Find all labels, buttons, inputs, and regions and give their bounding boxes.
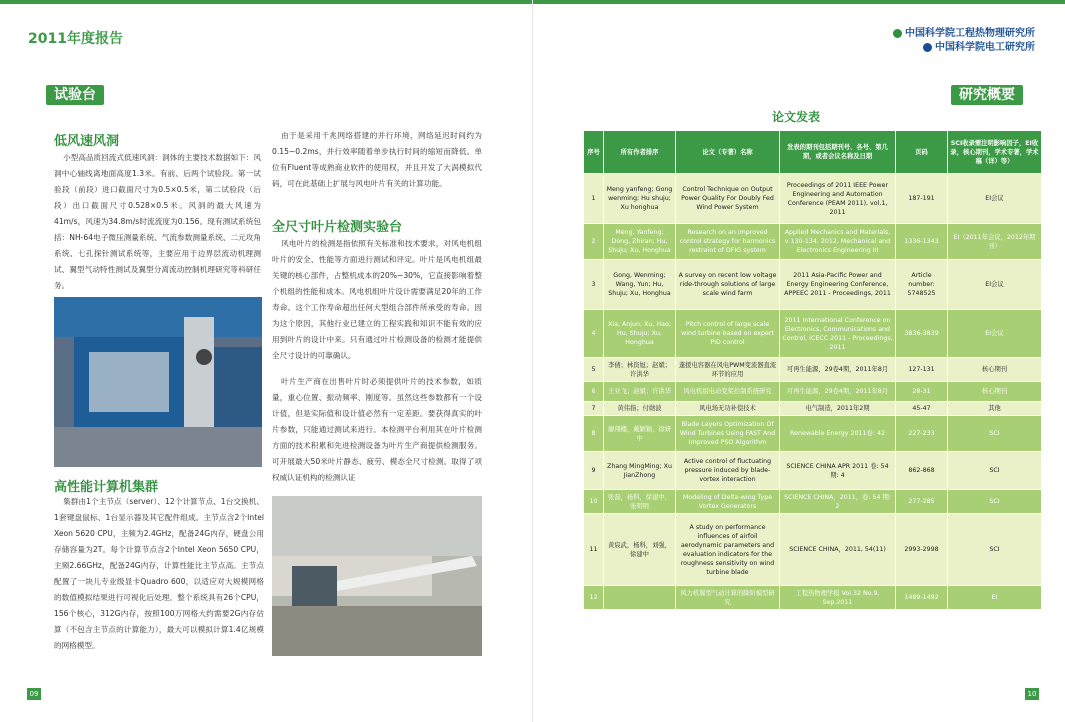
cell-index: 2 [584,224,604,260]
cell-pages: Article number: 5748525 [896,260,948,310]
cell-pages: 28-31 [896,382,948,402]
cell-pages: 45-47 [896,402,948,416]
cell-index-type: EI会议 [948,174,1042,224]
cell-index-type: 核心期刊 [948,358,1042,382]
para-blade-test-2: 叶片生产商在出售叶片时必须提供叶片的技术参数，如质量，重心位置、振动频率、刚度等。虽然这些参数都有一个设计值，但是实际值和设计值必然有一定差距。要获得真实的叶片参数，只能通过测试来进行。本检测平台利用其在叶片检测方面的技术积累和先进检测设备为叶片生产商提供检测服务。可开展最大50米叶片静态、疲劳、模态全尺寸检测。取得了项权威认证机构的检测认证 [272,377,482,482]
cell-venue: 工程热物理学报 Vol.32 No.9, Sep.2011 [780,586,896,610]
cell-venue: 电气制造，2011年2期 [780,402,896,416]
table-row [584,514,1042,586]
heading-hpc-cluster: 高性能计算机集群 [54,480,159,495]
table-row [584,358,1042,382]
cell-title: Active control of fluctuating pressure induced by blade-vortex interaction [676,452,780,490]
page-number-left: 09 [27,688,41,700]
cell-index: 3 [584,260,604,310]
institute-1-name: 中国科学院工程热物理研究所 [905,28,1035,39]
table-header-row [584,131,1042,174]
cell-index: 11 [584,514,604,586]
cell-title: 蓬援电容器在风电PWM变流器直流环节的应用 [676,358,780,382]
table-row [584,224,1042,260]
cell-pages: 127-131 [896,358,948,382]
cell-title: A study on performance influences of airfoil aerodynamic parameters and evaluation indicators for the roughness sensitivity on wind turbine blade [676,514,780,586]
cell-authors: Gong, Wenming; Wang, Yun; Hu, Shuju; Xu, Honghua [604,260,676,310]
cell-venue: SCIENCE CHINA，2011，卷: 54 期: 2 [780,490,896,514]
table-row [584,310,1042,358]
cell-authors: 张磊，杨科，徐建中，张明明 [604,490,676,514]
cell-pages: 227-233 [896,416,948,452]
cell-authors: 黄伟指；付勋波 [604,402,676,416]
institute-2-name: 中国科学院电工研究所 [935,42,1035,53]
cell-index: 5 [584,358,604,382]
table-row [584,586,1042,610]
page-gutter [532,0,533,722]
cell-venue: SCIENCE CHINA，2011, 54(11) [780,514,896,586]
cell-title: 风电场无功补偿技术 [676,402,780,416]
blade-test-photo [272,496,482,656]
cell-authors: Zhang MingMing; Xu JianZhong [604,452,676,490]
col-header-index-type: SCI收录需注明影响因子，EI收录，核心期刊，学术专著，学术稿（详）等） [948,131,1042,174]
table-row [584,260,1042,310]
col-header-title: 论文（专著）名称 [676,131,780,174]
cell-index-type: 其他 [948,402,1042,416]
cell-index: 12 [584,586,604,610]
cell-pages: 277-285 [896,490,948,514]
col-header-index: 序号 [584,131,604,174]
cell-pages: 1489-1492 [896,586,948,610]
cell-index-type: 核心期刊 [948,382,1042,402]
table-row [584,452,1042,490]
cell-index: 4 [584,310,604,358]
iee-logo-icon [923,43,932,52]
cell-venue: 2011 Asia-Pacific Power and Energy Engineering Conference, APPEEC 2011 - Proceedings, 2011 [780,260,896,310]
cell-title: A survey on recent low voltage ride-through solutions of large scale wind farm [676,260,780,310]
cell-venue: 可再生能源，29卷4期，2011年8月 [780,382,896,402]
cell-venue: Renewable Energy 2011卷: 42 [780,416,896,452]
cell-title: 风力机翼型气动计算的降阶模型研究 [676,586,780,610]
heading-blade-test: 全尺寸叶片检测实验台 [272,220,403,235]
institute-2 [923,38,1035,53]
para-hpc-cluster: 集群由1个主节点（server）、12个计算节点、1台交换机、1套键盘鼠标、1台显示器及其它配件组成。主节点含2个Intel Xeon 5620 CPU，主频为2.4GHz，配备24G内存，硬盘公用存储容量为2T。每个计算节点含2个Intel Xeon 5650 CPU，主频2.66GHz，配备24G内存，计算性能比主节点高。主节点配置了一块儿专业级显卡Quadro 600，以适应对大规模网格的数值模拟结果进行可视化后处理。整个系统具有26个CPU，156个核心，312G内存，按照100万网格大约需要2G内存估算（不包含主节点的计算能力），最大可以模拟计算1.4亿规模的网格模型。 [54,497,264,650]
section-label-right: 研究概要 [951,85,1023,105]
cell-venue: SCIENCE CHINA APR 2011 卷: 54 期: 4 [780,452,896,490]
papers-table [583,130,1042,610]
cell-title: Blade Layers Optimization Of Wind Turbines Using FAST And Improved PSO Algorithm [676,416,780,452]
para-wind-tunnel: 小型高品质回流式低速风洞：洞体的主要技术数据如下：风洞中心轴线离地面高度1.3米。有前、后两个试验段。第一试验段（前段）进口截面尺寸为0.5×0.5米，第二试验段（后段）出口截面尺寸0.528×0.5米。风洞的最大风速为41m/s，风速为34.8m/s时流流度为0.156。现有测试系统包括：NH-64电子微压测量系统、气流参数测量系统、二元攻角系统、七孔探针测试系统等，主要应用于边界层流动机理测试、翼型气动特性测试及翼型分离流动控制机理研究等科研任务。 [54,153,261,290]
cell-pages: 187-191 [896,174,948,224]
cell-index-type: SCI [948,416,1042,452]
institute-1 [893,24,1035,39]
cell-index-type: SCI [948,452,1042,490]
cell-index: 10 [584,490,604,514]
cell-index-type: SCI [948,514,1042,586]
col-header-pages: 页码 [896,131,948,174]
cell-authors: 王亚飞；赵斌；许洪华 [604,382,676,402]
col-header-venue: 发表的期刊包括期刊号、各号、第几期，或者会议名称及日期 [780,131,896,174]
cell-venue: 可再生能源，29卷4期，2011年8月 [780,358,896,382]
cell-pages: 2993-2998 [896,514,948,586]
table-row [584,490,1042,514]
cell-pages: 3836-3839 [896,310,948,358]
cell-venue: 2011 International Conference on Electronics, Communications and Control, ICECC 2011 - Proceedings, 2011 [780,310,896,358]
cell-authors: 廖翔楼，戴颖颖，徐妍中 [604,416,676,452]
para-blade-test-1: 风电叶片的检测是指依照有关标准和技术要求，对风电机组叶片的安全、性能等方面进行测试和评定。叶片是风电机组最关键的核心部件，占整机成本的20%~30%，它直接影响着整个机组的性能和成本。风电机组叶片设计需要满足20年的工作寿命。这个工作寿命超出任何大型组合部件所承受的寿命。因为这个原因，其他行业已建立的工程实践和知识不能有效的应用到叶片的设计中来。只有通过叶片检测设备的检测才能提供全尺寸设计的可靠确认。 [272,239,482,360]
wind-tunnel-photo [54,297,262,467]
cell-index: 1 [584,174,604,224]
page-number-right: 10 [1025,688,1039,700]
cell-authors: 李倩；林资旭；赵斌；许洪华 [604,358,676,382]
table-row [584,402,1042,416]
cell-venue: Applied Mechanics and Materials, v 130-134, 2012, Mechanical and Electronics Engineering III [780,224,896,260]
cell-index-type: EI会议 [948,260,1042,310]
cell-index-type: EI会议 [948,310,1042,358]
cell-authors: 黄宸武，杨科，刘强，徐建中 [604,514,676,586]
cell-index-type: EI（2011年会议，2012年期刊） [948,224,1042,260]
table-title: 论文发表 [772,110,821,124]
cell-authors: Xia, Anjun; Xu, Hao; Hu, Shuju; Xu, Honghua [604,310,676,358]
cell-venue: Proceedings of 2011 IEEE Power Engineering and Automation Conference (PEAM 2011), vol.1, 2011 [780,174,896,224]
cell-title: Research on an improved control strategy for harmonics restraint of DFIG system [676,224,780,260]
cell-index: 6 [584,382,604,402]
cell-index: 7 [584,402,604,416]
col-header-authors: 所有作者排序 [604,131,676,174]
cell-authors [604,586,676,610]
cell-title: Modeling of Delta-wing Type Vortex Generators [676,490,780,514]
cell-title: Control Technique on Output Power Quality For Doubly Fed Wind Power System [676,174,780,224]
cell-title: Pitch control of large scale wind turbine based on expert PID control [676,310,780,358]
cell-index: 8 [584,416,604,452]
year-title: 2011年度报告 [28,31,123,47]
cell-title: 风电机组电动变桨控制系统研究 [676,382,780,402]
cell-index-type: SCI [948,490,1042,514]
cell-index-type: EI [948,586,1042,610]
cell-authors: Meng, Yanfeng; Dong, Zhiran; Hu, Shuju; Xu, Honghua [604,224,676,260]
table-row [584,382,1042,402]
heading-wind-tunnel: 低风速风洞 [54,134,120,149]
table-row [584,174,1042,224]
section-label-left: 试验台 [46,85,104,105]
cell-pages: 862-868 [896,452,948,490]
cell-pages: 1336-1343 [896,224,948,260]
cell-index: 9 [584,452,604,490]
table-row [584,416,1042,452]
para-network: 由于是采用千兆网络搭建的并行环境，网络延迟时间约为0.15~0.2ms，并行效率随着单步执行时间的缩短而降低。单位有Fluent等成熟商业软件的使用权，并且开发了大涡模拟代码，可在此基础上扩展与风电叶片有关的计算功能。 [272,131,482,188]
iet-logo-icon [893,29,902,38]
cell-authors: Meng yanfeng; Gong wenming; Hu shuju; Xu honghua [604,174,676,224]
